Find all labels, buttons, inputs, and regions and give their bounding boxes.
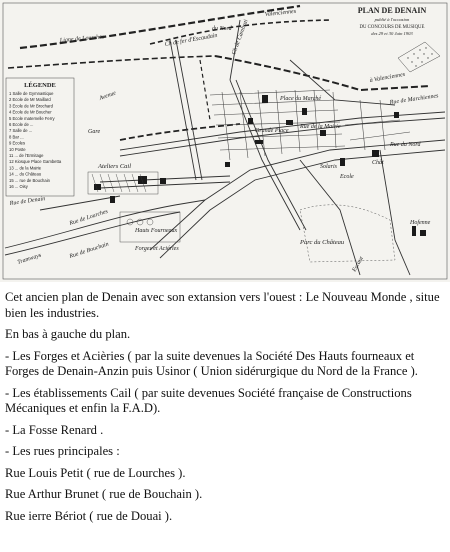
label-forges: Forges et Aciéries <box>135 246 179 252</box>
label-valenciennes-right: à Valenciennes <box>369 71 406 84</box>
caption-street-douai: Rue ierre Bériot ( rue de Douai ). <box>5 508 173 523</box>
legend-item: 14 ... du Château <box>9 171 42 177</box>
label-ch-escaudain: Ch de fer d'Escaudain <box>164 32 218 48</box>
legend-item: 2 Ecole de Mr Maillard <box>9 97 51 103</box>
label-gare: Gare <box>88 129 101 135</box>
caption-location: En bas à gauche du plan. <box>5 327 131 341</box>
label-rue-mairie: Rue de la Mairie <box>300 124 341 130</box>
label-rue-de-denain: Rue de Denain <box>9 196 46 207</box>
legend-item: 12 Kiosque Place Gambetta <box>9 159 62 165</box>
caption-fosse-renard: - La Fosse Renard . <box>5 422 104 437</box>
legend-item: 15 ... rue de Bouchain <box>9 177 50 183</box>
legend-item: 16 ... Oisy <box>9 184 28 189</box>
legend-item: 4 Ecole de Mr Boucher <box>9 109 52 115</box>
legend-item: 10 Poste <box>9 146 26 152</box>
map-title: PLAN DE DENAIN <box>357 6 427 15</box>
caption-intro: Cet ancien plan de Denain avec son extansion vers l'ouest : Le Nouveau Monde , situe bien les industries. <box>5 290 440 320</box>
label-rue-du-nord: Rue du Nord <box>390 142 421 148</box>
label-solaris: Solaris <box>320 164 338 170</box>
legend-item: 1 Salle de Gymnastique <box>9 91 54 96</box>
caption-cail: - Les établissements Cail ( par suite devenues Société française de Constructions Mécaniques et enfin la F.A.D). <box>5 385 412 415</box>
map-subtitle-3: des 29 et 30 Juin 1903 <box>371 31 413 36</box>
label-rue-lourches: Rue de Lourches <box>68 208 109 227</box>
legend-item: 8 Bar ... <box>9 134 24 140</box>
legend-item: 3 Ecole de Mr Brochard <box>9 103 53 109</box>
label-hauts-fourneaux: Hauts Fourneaux <box>135 228 178 234</box>
legend-item: 13 ... de la Mairie <box>9 165 42 171</box>
caption-street-bouchain: Rue Arthur Brunet ( rue de Bouchain ). <box>5 487 203 501</box>
label-grande-place: Grande Place <box>255 128 289 134</box>
label-valenciennes-top: Valenciennes <box>264 8 297 18</box>
legend-item: 9 Ecoles <box>9 140 26 146</box>
label-hofenne: Hofenne <box>410 220 431 226</box>
label-ecole: Ecole <box>340 174 354 180</box>
label-place-marche: Place du Marché <box>280 96 322 102</box>
label-ligne-lourches: Ligne de Lourches <box>59 34 105 44</box>
label-avenue: Avenue <box>98 90 117 102</box>
caption-street-lourches: Rue Louis Petit ( rue de Lourches ). <box>5 465 186 480</box>
map-subtitle-2: DU CONCOURS DE MUSIQUE <box>359 25 425 30</box>
legend-item: 11 ... de l'Ermitage <box>9 153 44 158</box>
label-rue-bouchain: Rue de Bouchain <box>68 241 110 260</box>
caption-forges: - Les Forges et Acièries ( par la suite devenues la Société Des Hauts fourneaux et Forges de Denain-Anzin puis Usinor ( Union sidérurgique du Nord de la France ). <box>5 348 418 378</box>
legend <box>6 78 74 196</box>
caption-streets-heading: - Les rues principales : <box>5 444 120 458</box>
label-tramways: Tramways <box>16 252 43 266</box>
legend-item: 5 Ecole maternelle Ferry <box>9 115 55 121</box>
caption <box>5 290 447 530</box>
label-ligne-nord: du Nord <box>212 26 232 32</box>
label-chateau: Chât <box>372 160 384 166</box>
legend-heading: LÉGENDE <box>24 82 56 89</box>
legend-item: 6 Ecole de ... <box>9 122 34 127</box>
label-escaut: Escaut <box>351 255 365 273</box>
map-subtitle-1: publié à l'occasion <box>374 17 410 22</box>
label-ateliers-cail: Ateliers Cail <box>98 163 132 170</box>
label-rue-marchiennes: Rue de Marchiennes <box>389 93 439 106</box>
legend-item: 7 Salle de ... <box>9 128 33 134</box>
label-ch-cambrai: Ch de Cambrai <box>231 18 250 56</box>
label-parc-chateau: Parc du Château <box>300 239 345 246</box>
